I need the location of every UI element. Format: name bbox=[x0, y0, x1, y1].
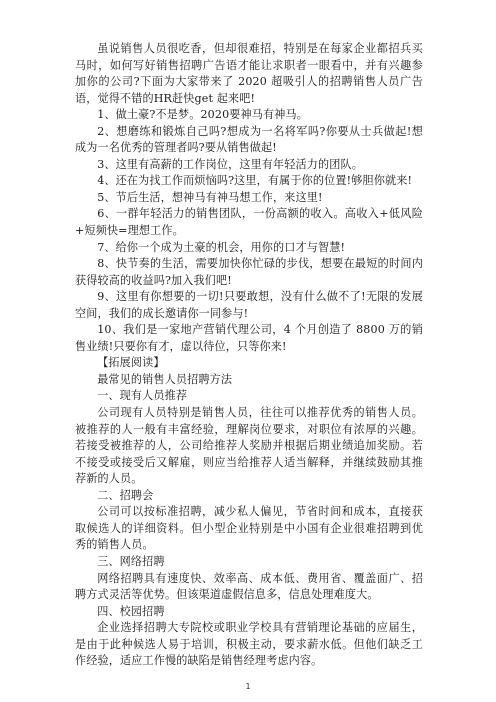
slogan-item-3: 3、这里有高薪的工作岗位，这里有年轻活力的团队。 bbox=[97, 157, 364, 171]
subheading-campus: 四、校园招聘 bbox=[97, 604, 165, 618]
slogan-item-1: 1、做土豪?不是梦。2020要神马有神马。 bbox=[97, 108, 308, 122]
slogan-item-10: 10、我们是一家地产营销代理公司，4 个月创造了 8800 万的销售业绩!只要你有才，虚以待位，只等你来! bbox=[75, 323, 423, 353]
page-number: 1 bbox=[245, 682, 251, 691]
slogan-item-5: 5、节后生活，想神马有神马想工作，来这里! bbox=[97, 190, 323, 204]
paragraph-referral: 公司现有人员特别是销售人员，往往可以推荐优秀的销售人员。被推荐的人一般有丰富经验，理解岗位要求，对职位有浓厚的兴趣。若接受被推荐的人，公司给推荐人奖励并根据后期业绩追加奖励。若不接受或接受后又解雇，则应当给推荐人适当解释，并继续鼓励其推荐新的人员。 bbox=[75, 406, 423, 486]
document-body bbox=[75, 41, 423, 670]
slogan-item-6: 6、一群年轻活力的销售团队，一份高额的收入。高收入+低风险+短频快=理想工作。 bbox=[75, 207, 423, 238]
subheading-online: 三、网络招聘 bbox=[97, 554, 165, 568]
extended-reading-heading: 【拓展阅读】 bbox=[97, 356, 165, 370]
slogan-item-8: 8、快节奏的生活，需要加快你忙碌的步伐，想要在最短的时间内获得较高的收益吗?加入我们吧! bbox=[75, 257, 423, 287]
paragraph-campus: 企业选择招聘大专院校或职业学校具有营销理论基础的应届生，是由于此种候选人易于培训，积极主动，要求薪水低。但他们缺乏工作经验，适应工作慢的缺陷是销售经理考虑内容。 bbox=[75, 621, 423, 668]
subheading-job-fair: 二、招聘会 bbox=[97, 488, 154, 502]
section-title: 最常见的销售人员招聘方法 bbox=[97, 372, 233, 386]
paragraph-job-fair: 公司可以按标准招聘，减少私人偏见，节省时间和成本，直接获取候选人的详细资料。但小型企业特别是中小国有企业很难招聘到优秀的销售人员。 bbox=[75, 505, 423, 552]
slogan-item-7: 7、给你一个成为土豪的机会，用你的口才与智慧! bbox=[97, 240, 346, 254]
intro-paragraph: 虽说销售人员很吃香，但却很难招，特别是在每家企业都招兵买马时，如何写好销售招聘广告语才能让求职者一眼看中，并有兴趣参加你的公司?下面为大家带来了 2020 超吸引人的招聘销售人员广告语，觉得不错的HR赶快get 起来吧! bbox=[75, 42, 423, 105]
slogan-item-9: 9、这里有你想要的一切!只要敢想，没有什么做不了!无限的发展空间，我们的成长邀请你一同参与! bbox=[75, 290, 423, 320]
slogan-item-4: 4、还在为找工作而烦恼吗?这里，有属于你的位置!够胆你就来! bbox=[97, 174, 413, 188]
subheading-referral: 一、现有人员推荐 bbox=[97, 389, 188, 403]
slogan-item-2: 2、想磨练和锻炼自己吗?想成为一名将军吗?你要从士兵做起!想成为一名优秀的管理者吗?要从销售做起! bbox=[75, 124, 423, 155]
paragraph-online: 网络招聘具有速度快、效率高、成本低、费用省、覆盖面广、招聘方式灵活等优势。但该渠道虚假信息多，信息处理难度大。 bbox=[75, 571, 423, 602]
